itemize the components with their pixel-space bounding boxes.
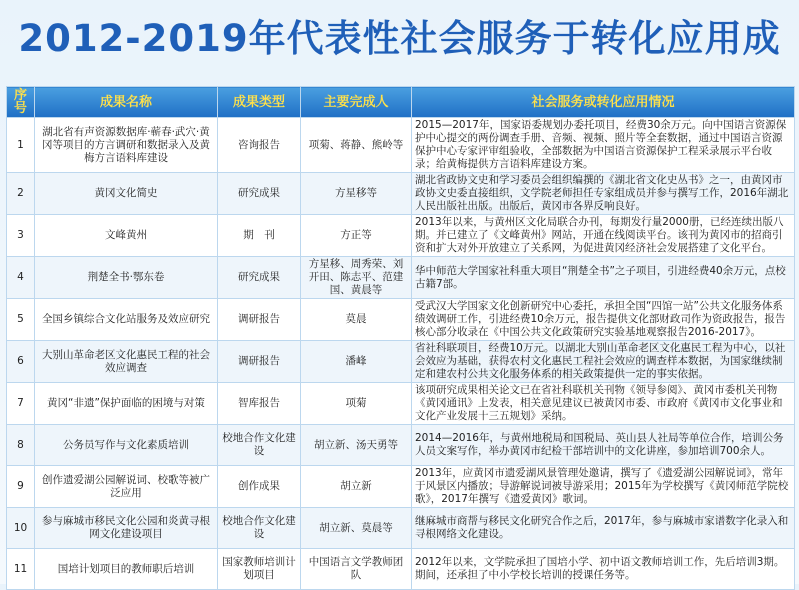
achievement-type: 国家教师培训计划项目: [218, 549, 301, 590]
contributors: 方星移、周秀荣、刘开田、陈志平、范建国、黄晨等: [301, 257, 412, 299]
achievement-name: 黄冈“非遗”保护面临的困境与对策: [35, 383, 218, 425]
row-number: 3: [7, 215, 35, 257]
achievement-name: 创作遗爱湖公园解说词、校歌等被广泛应用: [35, 466, 218, 508]
achievement-name: 参与麻城市移民文化公园和炎黄寻根网文化建设项目: [35, 508, 218, 549]
achievement-type: 研究成果: [218, 173, 301, 215]
header-org: 主要完成人: [301, 87, 412, 118]
page-title: 2012-2019年代表性社会服务于转化应用成: [18, 17, 781, 60]
row-number: 6: [7, 341, 35, 383]
contributors: 莫晨: [301, 299, 412, 341]
table-row: [7, 173, 795, 215]
achievement-name: 全国乡镇综合文化站服务及效应研究: [35, 299, 218, 341]
contributors: 胡立新、莫晨等: [301, 508, 412, 549]
row-number: 7: [7, 383, 35, 425]
achievement-name: 大别山革命老区文化惠民工程的社会效应调查: [35, 341, 218, 383]
header-name: 成果名称: [35, 87, 218, 118]
table-row: [7, 508, 795, 549]
achievement-name: 湖北省有声资源数据库·蕲春·武穴·黄冈等项目的方言调研和数据录入及黄梅方言语料库建设: [35, 118, 218, 173]
row-number: 2: [7, 173, 35, 215]
achievement-type: 研究成果: [218, 257, 301, 299]
application-description: 该项研究成果相关论文已在省社科联机关刊物《领导参阅》、黄冈市委机关刊物《黄冈通讯》上发表，相关意见建议已被黄冈市委、市政府《黄冈市文化事业和文化产业发展十三五规划》采纳。: [412, 383, 795, 425]
row-number: 5: [7, 299, 35, 341]
contributors: 胡立新: [301, 466, 412, 508]
table-row: [7, 341, 795, 383]
row-number: 4: [7, 257, 35, 299]
header-desc: 社会服务或转化应用情况: [412, 87, 795, 118]
table-row: [7, 215, 795, 257]
application-description: 2015—2017年，国家语委规划办委托项目，经费30余万元。向中国语言资源保护中心提交的两份调查手册、音频、视频、照片等全套数据，通过中国语言资源保护中心专家评审组验收，全部数据为中国语言资源保护工程采录展示平台收录；给黄梅提供方言语料库建设方案。: [412, 118, 795, 173]
achievement-name: 国培计划项目的教师职后培训: [35, 549, 218, 590]
header-no: 序号: [7, 87, 35, 118]
achievement-name: 荆楚全书·鄂东卷: [35, 257, 218, 299]
contributors: 项菊、蒋静、熊岭等: [301, 118, 412, 173]
row-number: 10: [7, 508, 35, 549]
achievement-type: 创作成果: [218, 466, 301, 508]
achievement-type: 校地合作文化建设: [218, 425, 301, 466]
achievement-type: 咨询报告: [218, 118, 301, 173]
contributors: 中国语言文学教师团队: [301, 549, 412, 590]
application-description: 2014—2016年，与黄州地税局和国税局、英山县人社局等单位合作，培训公务人员文案写作，举办黄冈市纪检干部培训中的文化讲座，参加培训700余人。: [412, 425, 795, 466]
achievement-name: 黄冈文化简史: [35, 173, 218, 215]
table-row: [7, 466, 795, 508]
row-number: 9: [7, 466, 35, 508]
application-description: 省社科联项目，经费10万元。以湖北大别山革命老区文化惠民工程为中心，以社会效应为基础，获得农村文化惠民工程社会效应的调查样本数据，为国家继续制定和建农村公共文化服务体系的相关政策提供一定的事实依据。: [412, 341, 795, 383]
contributors: 项菊: [301, 383, 412, 425]
achievements-table: [6, 86, 795, 590]
row-number: 8: [7, 425, 35, 466]
contributors: 方正等: [301, 215, 412, 257]
table-row: [7, 118, 795, 173]
table-row: [7, 257, 795, 299]
application-description: 湖北省政协文史和学习委员会组织编撰的《湖北省文化史丛书》之一，由黄冈市政协文史委直接组织，文学院老师担任专家组成员并参与撰写工作，2016年湖北人民出版社出版。出版后，黄冈市各界反响良好。: [412, 173, 795, 215]
achievement-type: 调研报告: [218, 299, 301, 341]
table-row: [7, 425, 795, 466]
application-description: 2012年以来，文学院承担了国培小学、初中语文教师培训工作，先后培训3期。期间，还承担了中小学校长培训的授课任务等。: [412, 549, 795, 590]
application-description: 2013年以来，与黄州区文化局联合办刊，每期发行量2000册，已经连续出版八期。并已建立了《文峰黄州》网站，开通在线阅读平台。该刊为黄冈市的招商引资和扩大对外开放建立了关系网，为促进黄冈经济社会发展搭建了文化平台。: [412, 215, 795, 257]
contributors: 潘峰: [301, 341, 412, 383]
achievement-name: 文峰黄州: [35, 215, 218, 257]
header-type: 成果类型: [218, 87, 301, 118]
achievement-type: 期 刊: [218, 215, 301, 257]
table-row: [7, 299, 795, 341]
achievement-name: 公务员写作与文化素质培训: [35, 425, 218, 466]
table-row: [7, 549, 795, 590]
contributors: 胡立新、汤天勇等: [301, 425, 412, 466]
row-number: 11: [7, 549, 35, 590]
application-description: 2013年，应黄冈市遗爱湖风景管理处邀请，撰写了《遗爱湖公园解说词》，常年于风景区内播放；导游解说词被导游采用；2015年为学校撰写《黄冈师范学院校歌》，2017年撰写《遗爱黄冈》歌词。: [412, 466, 795, 508]
row-number: 1: [7, 118, 35, 173]
table-header-row: [7, 87, 795, 118]
achievement-type: 校地合作文化建设: [218, 508, 301, 549]
application-description: 华中师范大学国家社科重大项目“荆楚全书”之子项目，引进经费40余万元，点校古籍7部。: [412, 257, 795, 299]
contributors: 方星移等: [301, 173, 412, 215]
achievement-type: 调研报告: [218, 341, 301, 383]
achievement-type: 智库报告: [218, 383, 301, 425]
application-description: 继麻城市商帮与移民文化研究合作之后，2017年，参与麻城市家谱数字化录入和寻根网络文化建设。: [412, 508, 795, 549]
table-row: [7, 383, 795, 425]
application-description: 受武汉大学国家文化创新研究中心委托，承担全国“四馆一站”公共文化服务体系绩效调研工作，引进经费10余万元，报告提供文化部财政司作为资政报告，报告核心部分收录在《中国公共文化政策研究实验基地观察报告2016-2017》。: [412, 299, 795, 341]
